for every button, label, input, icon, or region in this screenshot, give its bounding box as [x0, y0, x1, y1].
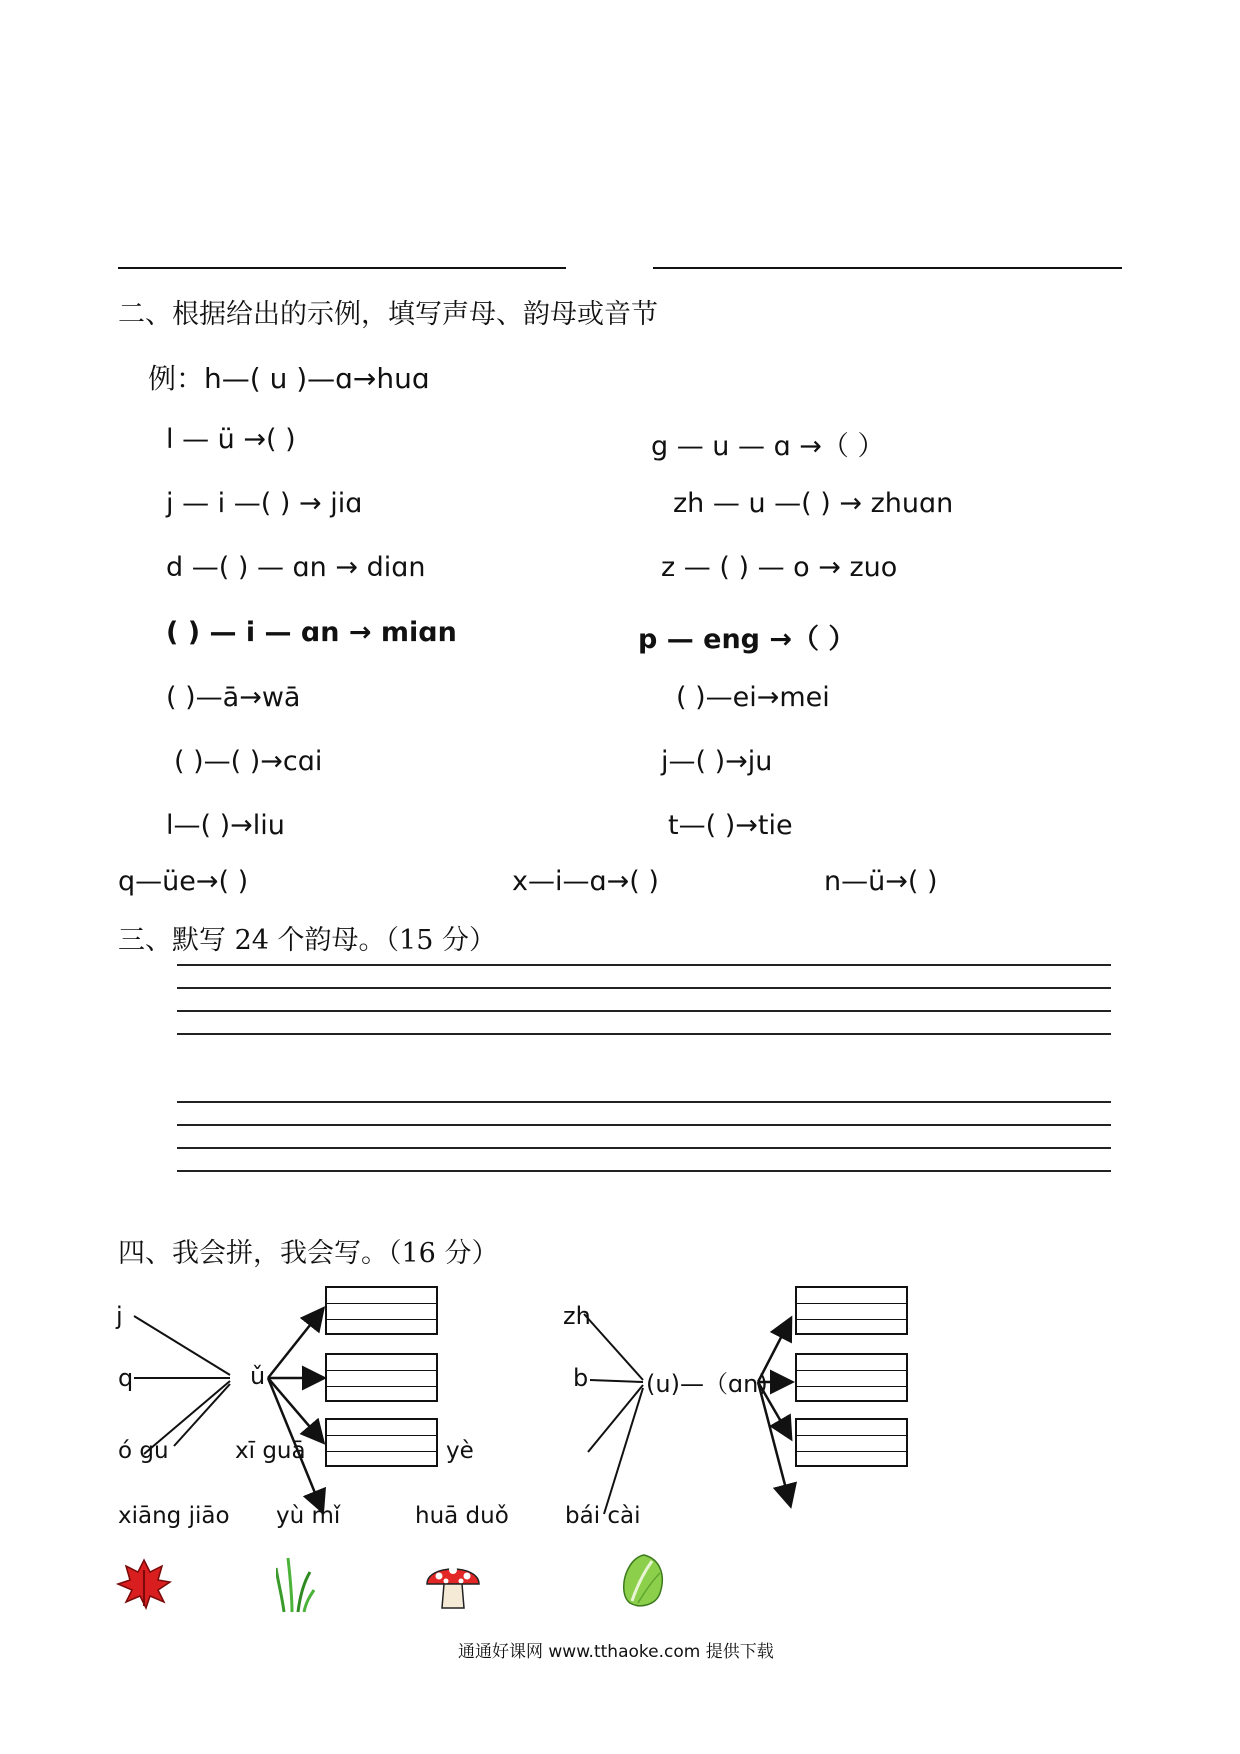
exercise-2a: j — i —( ) → jiɑ: [166, 488, 363, 519]
pinyin-grid-3[interactable]: [325, 1418, 438, 1467]
exercise-8a: q—üe→( ): [118, 866, 249, 897]
grass-icon: [276, 1556, 316, 1614]
leaf-icon: [116, 1558, 172, 1610]
pinyin-grid-6[interactable]: [795, 1418, 908, 1467]
mushroom-icon: [424, 1558, 482, 1612]
exercise-6b: j—( )→ju: [661, 746, 773, 777]
cabbage-icon: [620, 1553, 668, 1611]
exercise-3a: d —( ) — ɑn → diɑn: [166, 552, 426, 583]
section2-title: 二、根据给出的示例，填写声母、韵母或音节: [118, 299, 658, 330]
word-xi-gua: xī guā: [235, 1438, 306, 1464]
exercise-2b: zh — u —( ) → zhuɑn: [673, 488, 954, 519]
exercise-1a: l — ü →( ): [166, 424, 296, 455]
section2-example: 例：h—( u )—ɑ→huɑ: [148, 362, 430, 395]
pinyin-grid-5[interactable]: [795, 1353, 908, 1402]
exercise-8b: x—i—ɑ→( ): [512, 866, 659, 897]
initial-j: j: [116, 1302, 123, 1330]
initial-zh: zh: [563, 1302, 591, 1330]
exercise-4a: ( ) — i — ɑn → miɑn: [166, 617, 457, 648]
pinyin-grid-1[interactable]: [325, 1286, 438, 1335]
exercise-4b: p — eng →（ ）: [638, 624, 856, 655]
exercise-3b: z — ( ) — o → zuo: [661, 552, 898, 583]
word-yu-mi: yù mǐ: [276, 1503, 341, 1529]
word-bai-cai: bái cài: [565, 1503, 641, 1529]
word-hua-duo: huā duǒ: [415, 1503, 509, 1529]
exercise-1b: g — u — ɑ →（ ）: [651, 431, 885, 462]
section4-title: 四、我会拼，我会写。（16 分）: [118, 1238, 499, 1269]
final-u-an: (u)—（ɑn): [646, 1370, 768, 1398]
pinyin-grid-4[interactable]: [795, 1286, 908, 1335]
final-u: ǔ: [250, 1362, 266, 1390]
initial-q: q: [118, 1364, 134, 1392]
word-o-gu: ó gu: [118, 1438, 169, 1464]
word-ye: yè: [446, 1438, 474, 1464]
initial-b: b: [573, 1364, 589, 1392]
pinyin-grid-2[interactable]: [325, 1353, 438, 1402]
exercise-6a: ( )—( )→cɑi: [174, 746, 323, 777]
exercise-8c: n—ü→( ): [824, 866, 938, 897]
exercise-5a: ( )—ā→wā: [166, 682, 301, 713]
exercise-5b: ( )—ei→mei: [676, 682, 830, 713]
word-xiang-jiao: xiāng jiāo: [118, 1503, 230, 1529]
section3-title: 三、默写 24 个韵母。（15 分）: [118, 925, 496, 956]
exercise-7a: l—( )→liu: [166, 810, 285, 841]
footer-source: 通通好课网 www.tthaoke.com 提供下载: [458, 1642, 774, 1662]
exercise-7b: t—( )→tie: [668, 810, 793, 841]
